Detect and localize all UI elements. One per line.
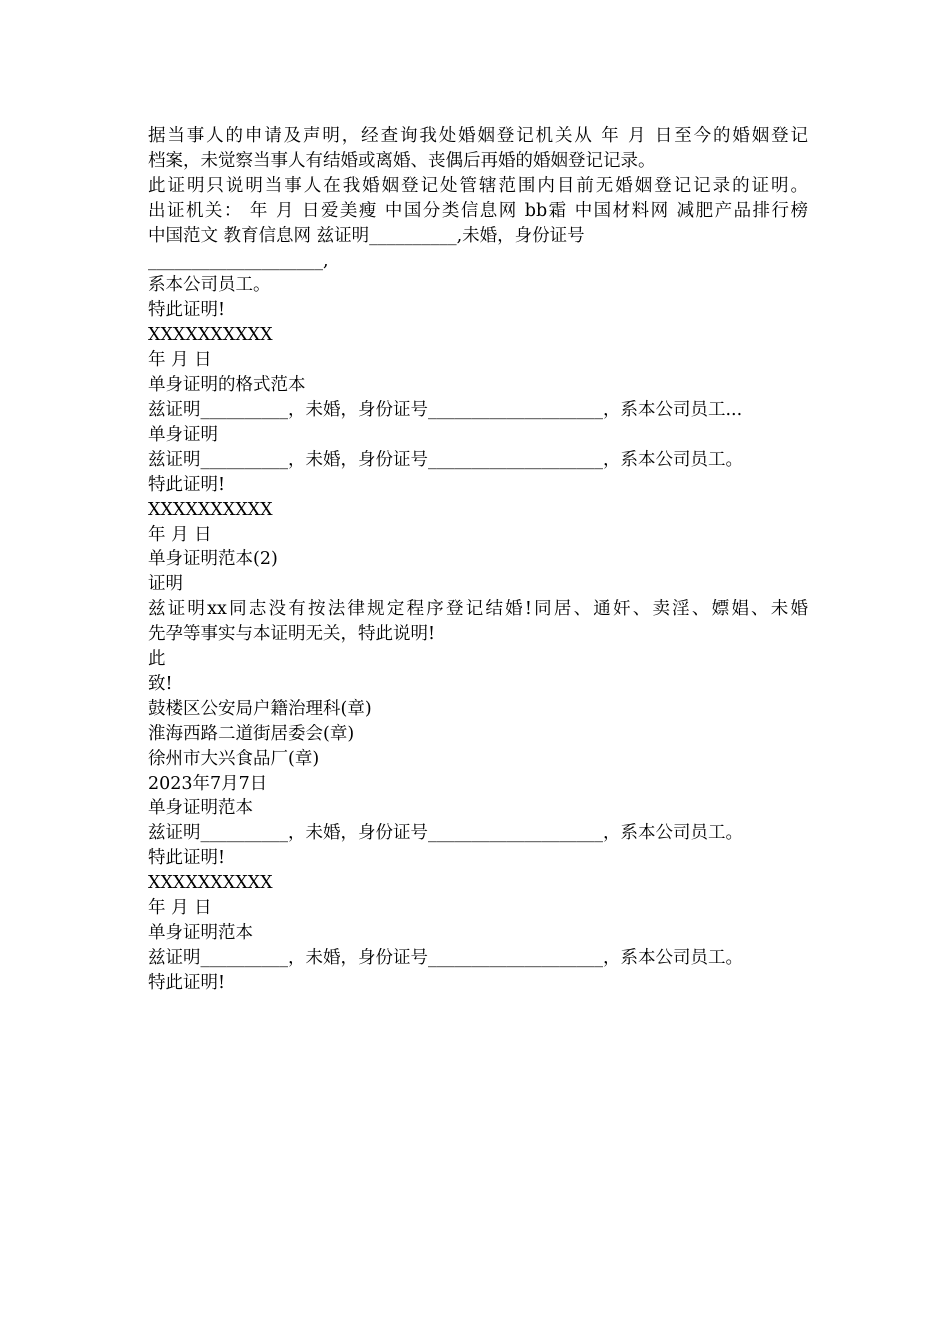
signature-line: 徐州市大兴食品厂(章) [148, 748, 320, 769]
section-heading: 证明 [148, 574, 183, 595]
body-line: 出证机关： 年 月 日爱美瘦 中国分类信息网 bb霜 中国材料网 减肥产品排行榜 [148, 200, 808, 221]
body-line: 此 [148, 649, 166, 670]
body-line: 特此证明! [148, 972, 226, 993]
body-line: 致! [148, 673, 173, 694]
body-line: 特此证明! [148, 474, 226, 495]
body-line: 兹证明__________，未婚，身份证号____________________，系本公司员工。 [148, 947, 743, 968]
date-line: 2023年7月7日 [148, 773, 268, 794]
body-line: 特此证明! [148, 848, 226, 869]
body-line: 据当事人的申请及声明，经查询我处婚姻登记机关从 年 月 日至今的婚姻登记 [148, 126, 808, 146]
signature-line: 淮海西路二道街居委会(章) [148, 723, 355, 744]
document-body [148, 124, 808, 996]
body-line: 年 月 日 [148, 898, 212, 919]
body-line: 中国范文 教育信息网 兹证明__________,未婚，身份证号 [148, 225, 585, 246]
body-line: XXXXXXXXXX [148, 325, 273, 346]
body-line: XXXXXXXXXX [148, 499, 273, 520]
body-line: ____________________, [148, 250, 329, 271]
body-line: 兹证明__________，未婚，身份证号____________________，系本公司员工。 [148, 449, 743, 470]
body-line: 系本公司员工。 [148, 275, 271, 296]
body-line: 此证明只说明当事人在我婚姻登记处管辖范围内目前无婚姻登记记录的证明。 [148, 175, 808, 196]
section-heading: 单身证明范本 [148, 923, 253, 943]
section-heading: 单身证明的格式范本 [148, 375, 306, 396]
body-line: 兹证明__________，未婚，身份证号____________________，系本公司员工。 [148, 823, 743, 844]
section-heading: 单身证明范本(2) [148, 549, 278, 570]
section-heading: 单身证明范本 [148, 798, 253, 819]
body-line: XXXXXXXXXX [148, 873, 273, 894]
body-line: 先孕等事实与本证明无关，特此说明! [148, 624, 436, 645]
section-heading: 单身证明 [148, 424, 218, 445]
body-line: 兹证明__________，未婚，身份证号____________________，系本公司员工... [148, 399, 743, 420]
body-line: 兹证明xx同志没有按法律规定程序登记结婚!同居、通奸、卖淫、嫖娼、未婚 [148, 599, 808, 620]
body-line: 年 月 日 [148, 350, 212, 371]
body-line: 特此证明! [148, 300, 226, 321]
body-line: 年 月 日 [148, 524, 212, 545]
body-line: 档案，未觉察当事人有结婚或离婚、丧偶后再婚的婚姻登记记录。 [148, 150, 656, 171]
signature-line: 鼓楼区公安局户籍治理科(章) [148, 698, 372, 719]
